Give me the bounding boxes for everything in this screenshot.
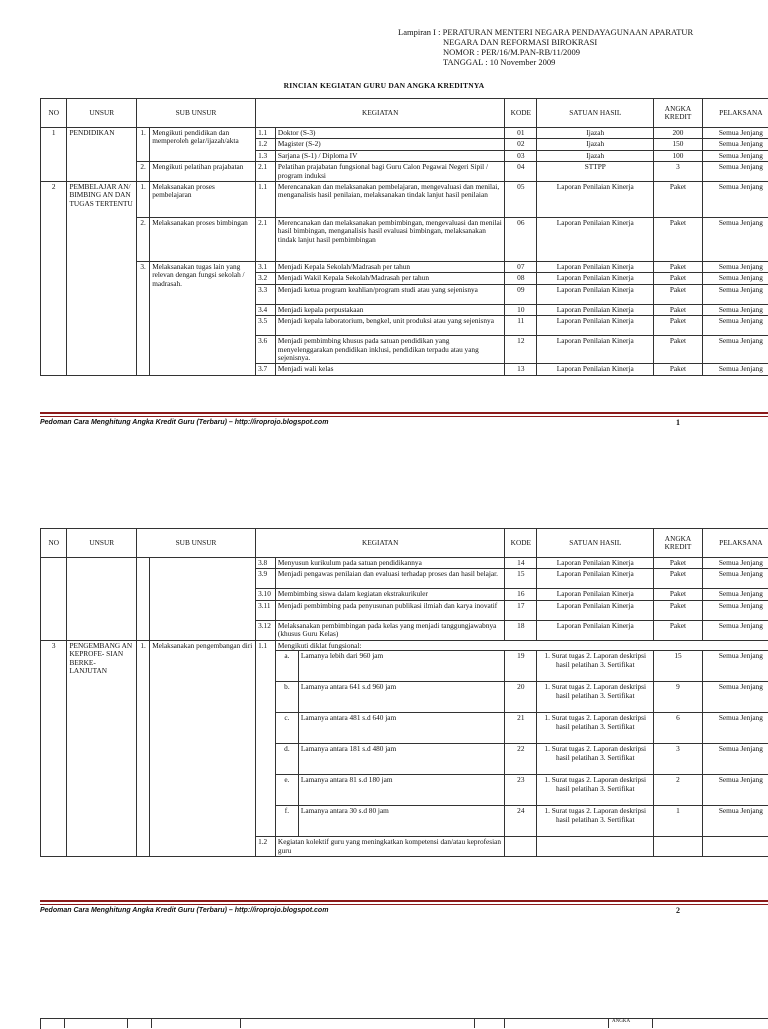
pelaksana-cell: Semua Jenjang: [702, 218, 768, 262]
col-header-sub-unsur: SUB UNSUR: [136, 529, 255, 558]
kegiatan-no: 3.12: [256, 620, 276, 640]
satuan-cell: Laporan Penilaian Kinerja: [537, 284, 654, 304]
satuan-cell: 1. Surat tugas 2. Laporan deskripsi hasil pelatihan 3. Sertifikat: [537, 806, 654, 837]
angka-cell: Paket: [654, 620, 703, 640]
unsur-no: 1: [41, 128, 67, 182]
kegiatan-text: Menjadi pembimbing khusus pada satuan pendidikan yang menyelenggarakan pendidikan inklusi, pendidikan terpadu atau yang sejenisnya.: [275, 336, 504, 364]
angka-cell: 200: [654, 128, 703, 139]
pelaksana-cell: Semua Jenjang: [702, 806, 768, 837]
pelaksana-cell: Semua Jenjang: [702, 620, 768, 640]
angka-cell: Paket: [654, 262, 703, 273]
col-header-no: NO: [41, 99, 67, 128]
unsur-name: PENDIDIKAN: [67, 128, 136, 182]
sub-kegiatan: [276, 806, 504, 836]
kode-cell: 18: [505, 620, 537, 640]
satuan-cell: Laporan Penilaian Kinerja: [537, 316, 654, 336]
col-header-pelaksana: PELAKSANA: [702, 529, 768, 558]
table-header-row: [41, 99, 768, 128]
kegiatan-no: 1.1: [256, 182, 276, 218]
angka-cell: Paket: [654, 182, 703, 218]
kegiatan-text: Lamanya antara 30 s.d 80 jam: [298, 806, 504, 836]
kegiatan-text: Doktor (S-3): [275, 128, 504, 139]
satuan-cell: Laporan Penilaian Kinerja: [537, 336, 654, 364]
satuan-cell: Laporan Penilaian Kinerja: [537, 620, 654, 640]
unsur-name: PENGEMBANG AN KEPROFE- SIAN BERKE- LANJUTAN: [67, 640, 136, 856]
unsur-name: PEMBELAJAR AN/ BIMBING AN DAN TUGAS TERTENTU: [67, 182, 136, 376]
table-row: [41, 640, 768, 650]
kegiatan-no: 3.1: [256, 262, 276, 273]
pelaksana-cell: Semua Jenjang: [702, 589, 768, 600]
satuan-cell: 1. Surat tugas 2. Laporan deskripsi hasil pelatihan 3. Sertifikat: [537, 713, 654, 744]
kode-cell: 14: [505, 558, 537, 569]
kegiatan-text: Lamanya antara 641 s.d 960 jam: [298, 682, 504, 712]
kegiatan-text: Magister (S-2): [275, 139, 504, 150]
sub-unsur-no: 1.: [136, 182, 149, 218]
kode-cell: 10: [505, 304, 537, 315]
satuan-cell: Laporan Penilaian Kinerja: [537, 558, 654, 569]
angka-cell: 3: [654, 744, 703, 775]
kode-cell: 21: [505, 713, 537, 744]
table-row: [41, 262, 768, 273]
col-header-unsur: UNSUR: [67, 529, 136, 558]
pelaksana-cell: Semua Jenjang: [702, 651, 768, 682]
kode-cell: 03: [505, 150, 537, 161]
col-header-angka-partial: ANGKA: [612, 1019, 630, 1024]
pelaksana-cell: Semua Jenjang: [702, 150, 768, 161]
angka-cell: Paket: [654, 316, 703, 336]
sub-unsur-no: 2.: [136, 218, 149, 262]
kegiatan-text: Membimbing siswa dalam kegiatan ekstrakurikuler: [275, 589, 504, 600]
kode-cell: 11: [505, 316, 537, 336]
table-column-line: [608, 1018, 609, 1028]
satuan-cell: STTPP: [537, 162, 654, 182]
footer-rule: [40, 416, 768, 417]
pelaksana-cell: Semua Jenjang: [702, 336, 768, 364]
sub-kegiatan-cell: [275, 744, 504, 775]
sub-kegiatan: [276, 682, 504, 712]
empty-cell: [150, 558, 256, 641]
angka-cell: Paket: [654, 600, 703, 620]
kegiatan-text: Merencanakan dan melaksanakan pembelajaran, mengevaluasi dan menilai, menganalisis hasil penilaian, melaksanakan tindak lanjut hasil penilaian: [275, 182, 504, 218]
empty-cell: [41, 558, 67, 641]
kegiatan-text: Merencanakan dan melaksanakan pembimbingan, mengevaluasi dan menilai hasil bimbingan, menganalisis hasil evaluasi bimbingan, melaksanakan tindak lanjut hasil pembimbingan: [275, 218, 504, 262]
kegiatan-table-page1: [40, 98, 768, 376]
sub-kegiatan: [276, 775, 504, 805]
sub-kegiatan-no: e.: [276, 775, 299, 805]
document-header: [398, 27, 693, 67]
kode-cell: 22: [505, 744, 537, 775]
kode-cell: 24: [505, 806, 537, 837]
kegiatan-no: 3.5: [256, 316, 276, 336]
kode-cell: 19: [505, 651, 537, 682]
satuan-cell: 1. Surat tugas 2. Laporan deskripsi hasil pelatihan 3. Sertifikat: [537, 682, 654, 713]
pelaksana-cell: Semua Jenjang: [702, 569, 768, 589]
kode-cell: 09: [505, 284, 537, 304]
kegiatan-text: Menjadi Kepala Sekolah/Madrasah per tahun: [275, 262, 504, 273]
col-header-angka: ANGKA KREDIT: [654, 529, 703, 558]
table-column-line: [474, 1018, 475, 1028]
pelaksana-cell: Semua Jenjang: [702, 775, 768, 806]
kegiatan-no: 1.1: [256, 640, 276, 836]
kode-cell: 08: [505, 273, 537, 284]
sub-unsur-name: Melaksanakan pengembangan diri: [150, 640, 256, 856]
kegiatan-no: 1.3: [256, 150, 276, 161]
footer-rule: [40, 412, 768, 414]
sub-unsur-name: Mengikuti pelatihan prajabatan: [150, 162, 256, 182]
col-header-kegiatan: KEGIATAN: [256, 529, 505, 558]
kegiatan-text: Lamanya antara 81 s.d 180 jam: [298, 775, 504, 805]
page-number: 1: [676, 418, 680, 427]
kegiatan-no: 3.4: [256, 304, 276, 315]
empty-cell: [67, 558, 136, 641]
document-title: RINCIAN KEGIATAN GURU DAN ANGKA KREDITNYA: [0, 81, 768, 90]
sub-kegiatan: [276, 713, 504, 743]
satuan-cell: Laporan Penilaian Kinerja: [537, 218, 654, 262]
kegiatan-text: Menjadi wali kelas: [275, 364, 504, 375]
col-header-kode: KODE: [505, 99, 537, 128]
kode-cell: 20: [505, 682, 537, 713]
satuan-cell: Laporan Penilaian Kinerja: [537, 304, 654, 315]
kegiatan-no: 3.10: [256, 589, 276, 600]
table-header-row: [41, 529, 768, 558]
angka-cell: 9: [654, 682, 703, 713]
angka-cell: 150: [654, 139, 703, 150]
sub-kegiatan-cell: [275, 713, 504, 744]
pelaksana-cell: Semua Jenjang: [702, 304, 768, 315]
kegiatan-no: 2.1: [256, 162, 276, 182]
angka-cell: Paket: [654, 558, 703, 569]
sub-kegiatan: [276, 651, 504, 681]
table-column-line: [127, 1018, 128, 1028]
angka-cell: 15: [654, 651, 703, 682]
table-column-line: [151, 1018, 152, 1028]
kode-cell: 23: [505, 775, 537, 806]
empty-cell: [136, 558, 149, 641]
col-header-unsur: UNSUR: [67, 99, 136, 128]
col-header-satuan: SATUAN HASIL: [537, 529, 654, 558]
footer-rule: [40, 904, 768, 905]
col-header-angka: ANGKA KREDIT: [654, 99, 703, 128]
col-header-kode: KODE: [505, 529, 537, 558]
satuan-cell: Ijazah: [537, 150, 654, 161]
sub-kegiatan-cell: [275, 682, 504, 713]
unsur-no: 2: [41, 182, 67, 376]
angka-cell: Paket: [654, 284, 703, 304]
kegiatan-text: Menjadi Wakil Kepala Sekolah/Madrasah per tahun: [275, 273, 504, 284]
pelaksana-cell: Semua Jenjang: [702, 284, 768, 304]
kegiatan-text: Kegiatan kolektif guru yang meningkatkan kompetensi dan/atau keprofesian guru: [275, 837, 504, 857]
kegiatan-text: Menyusun kurikulum pada satuan pendidikannya: [275, 558, 504, 569]
sub-unsur-name: Mengikuti pendidikan dan memperoleh gelar/ijazah/akta: [150, 128, 256, 162]
header-line: NOMOR : PER/16/M.PAN-RB/11/2009: [398, 47, 693, 57]
header-line: TANGGAL : 10 November 2009: [398, 57, 693, 67]
satuan-cell: Laporan Penilaian Kinerja: [537, 589, 654, 600]
angka-cell: 1: [654, 806, 703, 837]
header-line: NEGARA DAN REFORMASI BIROKRASI: [398, 37, 693, 47]
sub-kegiatan: [276, 744, 504, 774]
pelaksana-cell: Semua Jenjang: [702, 713, 768, 744]
kode-cell: 06: [505, 218, 537, 262]
kode-cell: 13: [505, 364, 537, 375]
kegiatan-no: 2.1: [256, 218, 276, 262]
angka-cell: Paket: [654, 304, 703, 315]
pelaksana-cell: Semua Jenjang: [702, 682, 768, 713]
sub-unsur-name: Melaksanakan proses pembelajaran: [150, 182, 256, 218]
sub-kegiatan-no: f.: [276, 806, 299, 836]
sub-unsur-name: Melaksanakan tugas lain yang relevan dengan fungsi sekolah / madrasah.: [150, 262, 256, 376]
col-header-no: NO: [41, 529, 67, 558]
empty-cell: [654, 837, 703, 857]
pelaksana-cell: Semua Jenjang: [702, 128, 768, 139]
kode-cell: 12: [505, 336, 537, 364]
table-row: [41, 128, 768, 139]
table-row: [41, 218, 768, 262]
kegiatan-text: Melaksanakan pembimbingan pada kelas yang menjadi tanggungjawabnya (khusus Guru Kelas): [275, 620, 504, 640]
satuan-cell: 1. Surat tugas 2. Laporan deskripsi hasil pelatihan 3. Sertifikat: [537, 744, 654, 775]
footer-text: Pedoman Cara Menghitung Angka Kredit Guru (Terbaru) – http://iroprojo.blogspot.com: [40, 907, 328, 914]
satuan-cell: 1. Surat tugas 2. Laporan deskripsi hasil pelatihan 3. Sertifikat: [537, 775, 654, 806]
kegiatan-text: Menjadi ketua program keahlian/program studi atau yang sejenisnya: [275, 284, 504, 304]
kode-cell: 02: [505, 139, 537, 150]
kode-cell: 07: [505, 262, 537, 273]
pelaksana-cell: Semua Jenjang: [702, 558, 768, 569]
angka-cell: Paket: [654, 364, 703, 375]
empty-cell: [505, 837, 537, 857]
satuan-cell: Laporan Penilaian Kinerja: [537, 182, 654, 218]
kegiatan-text: Lamanya antara 481 s.d 640 jam: [298, 713, 504, 743]
angka-cell: Paket: [654, 218, 703, 262]
sub-kegiatan-cell: [275, 775, 504, 806]
empty-cell: [537, 837, 654, 857]
table-row: [41, 182, 768, 218]
kegiatan-text: Menjadi pembimbing pada penyusunan publikasi ilmiah dan karya inovatif: [275, 600, 504, 620]
kegiatan-no: 3.8: [256, 558, 276, 569]
kegiatan-text: Pelatihan prajabatan fungsional bagi Guru Calon Pegawai Negeri Sipil / program induksi: [275, 162, 504, 182]
pelaksana-cell: Semua Jenjang: [702, 139, 768, 150]
table-column-line: [64, 1018, 65, 1028]
sub-unsur-name: Melaksanakan proses bimbingan: [150, 218, 256, 262]
sub-kegiatan-no: c.: [276, 713, 299, 743]
angka-cell: 2: [654, 775, 703, 806]
pelaksana-cell: Semua Jenjang: [702, 316, 768, 336]
satuan-cell: 1. Surat tugas 2. Laporan deskripsi hasil pelatihan 3. Sertifikat: [537, 651, 654, 682]
kegiatan-no: 3.2: [256, 273, 276, 284]
angka-cell: 100: [654, 150, 703, 161]
kegiatan-no: 1.1: [256, 128, 276, 139]
page-number: 2: [676, 906, 680, 915]
kegiatan-text: Menjadi kepala perpustakaan: [275, 304, 504, 315]
pelaksana-cell: Semua Jenjang: [702, 262, 768, 273]
kegiatan-no: 1.2: [256, 139, 276, 150]
sub-unsur-no: 3.: [136, 262, 149, 376]
satuan-cell: Laporan Penilaian Kinerja: [537, 569, 654, 589]
kode-cell: 15: [505, 569, 537, 589]
sub-unsur-no: 2.: [136, 162, 149, 182]
angka-cell: Paket: [654, 336, 703, 364]
angka-cell: Paket: [654, 273, 703, 284]
pelaksana-cell: Semua Jenjang: [702, 744, 768, 775]
col-header-pelaksana: PELAKSANA: [702, 99, 768, 128]
sub-kegiatan-no: d.: [276, 744, 299, 774]
sub-kegiatan-cell: [275, 651, 504, 682]
angka-cell: Paket: [654, 589, 703, 600]
satuan-cell: Ijazah: [537, 139, 654, 150]
footer-text: Pedoman Cara Menghitung Angka Kredit Guru (Terbaru) – http://iroprojo.blogspot.com: [40, 419, 328, 426]
table-column-line: [240, 1018, 241, 1028]
sub-kegiatan-cell: [275, 806, 504, 837]
satuan-cell: Ijazah: [537, 128, 654, 139]
pelaksana-cell: Semua Jenjang: [702, 600, 768, 620]
pelaksana-cell: Semua Jenjang: [702, 273, 768, 284]
kegiatan-no: 1.2: [256, 837, 276, 857]
satuan-cell: Laporan Penilaian Kinerja: [537, 273, 654, 284]
kegiatan-text: Sarjana (S-1) / Diploma IV: [275, 150, 504, 161]
kode-cell: 05: [505, 182, 537, 218]
angka-cell: Paket: [654, 569, 703, 589]
table-row: [41, 558, 768, 569]
header-line: Lampiran I : PERATURAN MENTERI NEGARA PENDAYAGUNAAN APARATUR: [398, 27, 693, 37]
kegiatan-no: 3.3: [256, 284, 276, 304]
kegiatan-text: Lamanya antara 181 s.d 480 jam: [298, 744, 504, 774]
unsur-no: 3: [41, 640, 67, 856]
kegiatan-no: 3.11: [256, 600, 276, 620]
pelaksana-cell: Semua Jenjang: [702, 364, 768, 375]
kegiatan-text: Menjadi pengawas penilaian dan evaluasi terhadap proses dan hasil belajar.: [275, 569, 504, 589]
kegiatan-no: 3.9: [256, 569, 276, 589]
footer-rule: [40, 900, 768, 902]
angka-cell: 3: [654, 162, 703, 182]
table-column-line: [504, 1018, 505, 1028]
empty-cell: [702, 837, 768, 857]
col-header-kegiatan: KEGIATAN: [256, 99, 505, 128]
satuan-cell: Laporan Penilaian Kinerja: [537, 364, 654, 375]
kegiatan-text: Menjadi kepala laboratorium, bengkel, unit produksi atau yang sejenisnya: [275, 316, 504, 336]
sub-unsur-no: 1.: [136, 640, 149, 856]
kegiatan-text: Lamanya lebih dari 960 jam: [298, 651, 504, 681]
kode-cell: 04: [505, 162, 537, 182]
kode-cell: 16: [505, 589, 537, 600]
sub-kegiatan-no: b.: [276, 682, 299, 712]
col-header-satuan: SATUAN HASIL: [537, 99, 654, 128]
kode-cell: 17: [505, 600, 537, 620]
kegiatan-no: 3.6: [256, 336, 276, 364]
kegiatan-table-page2: [40, 528, 768, 857]
kode-cell: 01: [505, 128, 537, 139]
satuan-cell: Laporan Penilaian Kinerja: [537, 262, 654, 273]
sub-kegiatan-no: a.: [276, 651, 299, 681]
col-header-sub-unsur: SUB UNSUR: [136, 99, 255, 128]
table-column-line: [652, 1018, 653, 1028]
pelaksana-cell: Semua Jenjang: [702, 162, 768, 182]
table-row: [41, 162, 768, 182]
kegiatan-group: Mengikuti diklat fungsional:: [275, 640, 768, 650]
sub-unsur-no: 1.: [136, 128, 149, 162]
angka-cell: 6: [654, 713, 703, 744]
kegiatan-no: 3.7: [256, 364, 276, 375]
satuan-cell: Laporan Penilaian Kinerja: [537, 600, 654, 620]
pelaksana-cell: Semua Jenjang: [702, 182, 768, 218]
